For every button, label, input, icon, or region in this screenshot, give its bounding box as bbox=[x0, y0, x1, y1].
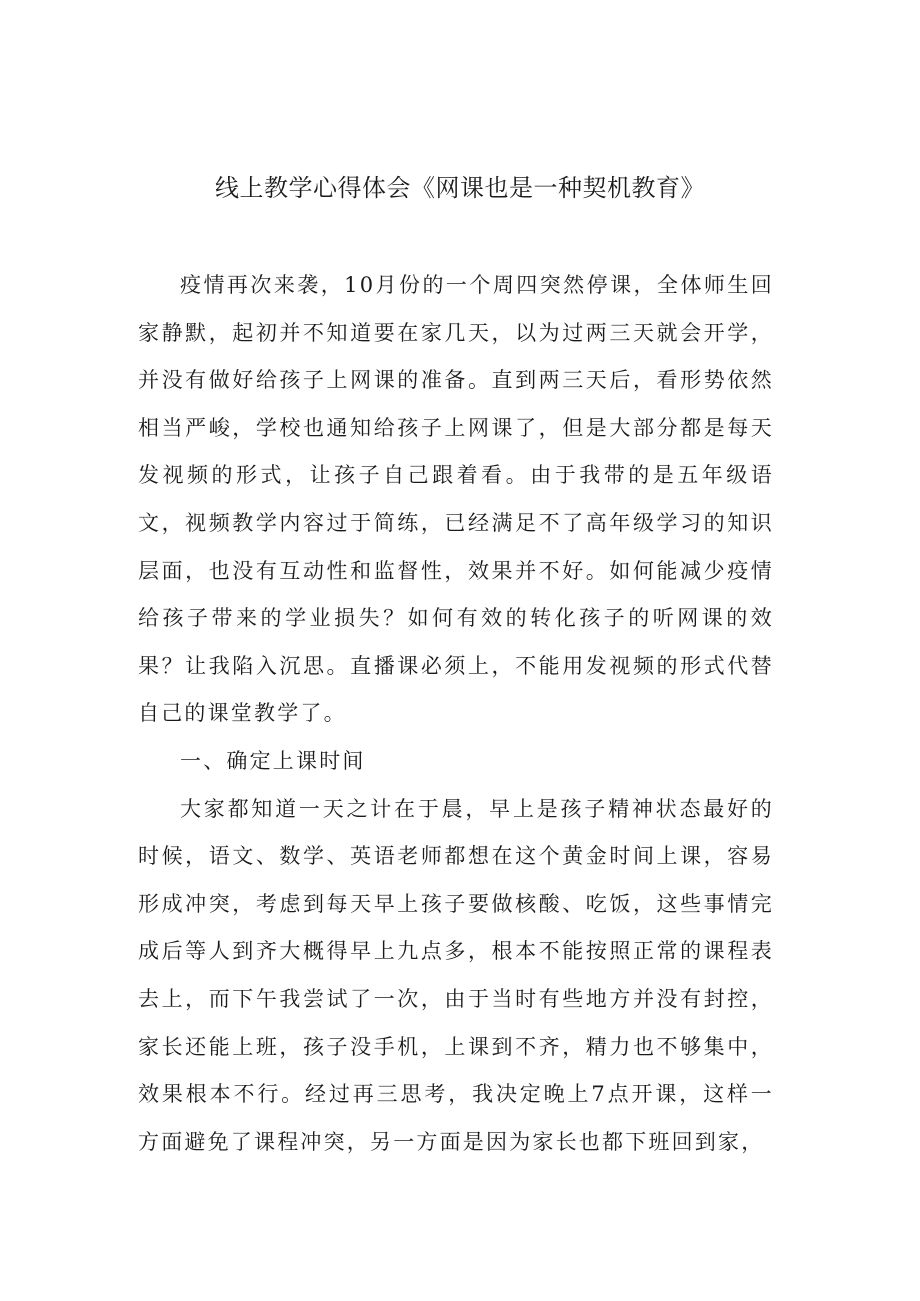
paragraph-intro: 疫情再次来袭，10月份的一个周四突然停课，全体师生回家静默，起初并不知道要在家几天，以为过两三天就会开学，并没有做好给孩子上网课的准备。直到两三天后，看形势依然相当严峻，学校也通知给孩子上网课了，但是大部分都是每天发视频的形式，让孩子自己跟着看。由于我带的是五年级语文，视频教学内容过于简练，已经满足不了高年级学习的知识层面，也没有互动性和监督性，效果并不好。如何能减少疫情给孩子带来的学业损失？如何有效的转化孩子的听网课的效果？让我陷入沉思。直播课必须上，不能用发视频的形式代替自己的课堂教学了。 bbox=[138, 273, 774, 726]
document-title: 线上教学心得体会《网课也是一种契机教育》 bbox=[215, 174, 705, 202]
document-body bbox=[138, 262, 774, 1166]
paragraph-section-1: 大家都知道一天之计在于晨，早上是孩子精神状态最好的时候，语文、数学、英语老师都想在这个黄金时间上课，容易形成冲突，考虑到每天早上孩子要做核酸、吃饭，这些事情完成后等人到齐大概得早上九点多，根本不能按照正常的课程表去上，而下午我尝试了一次，由于当时有些地方并没有封控，家长还能上班，孩子没手机，上课到不齐，精力也不够集中，效果根本不行。经过再三思考，我决定晚上7点开课，这样一方面避免了课程冲突，另一方面是因为家长也都下班回到家， bbox=[138, 796, 774, 1154]
section-heading-1: 一、确定上课时间 bbox=[180, 748, 366, 773]
